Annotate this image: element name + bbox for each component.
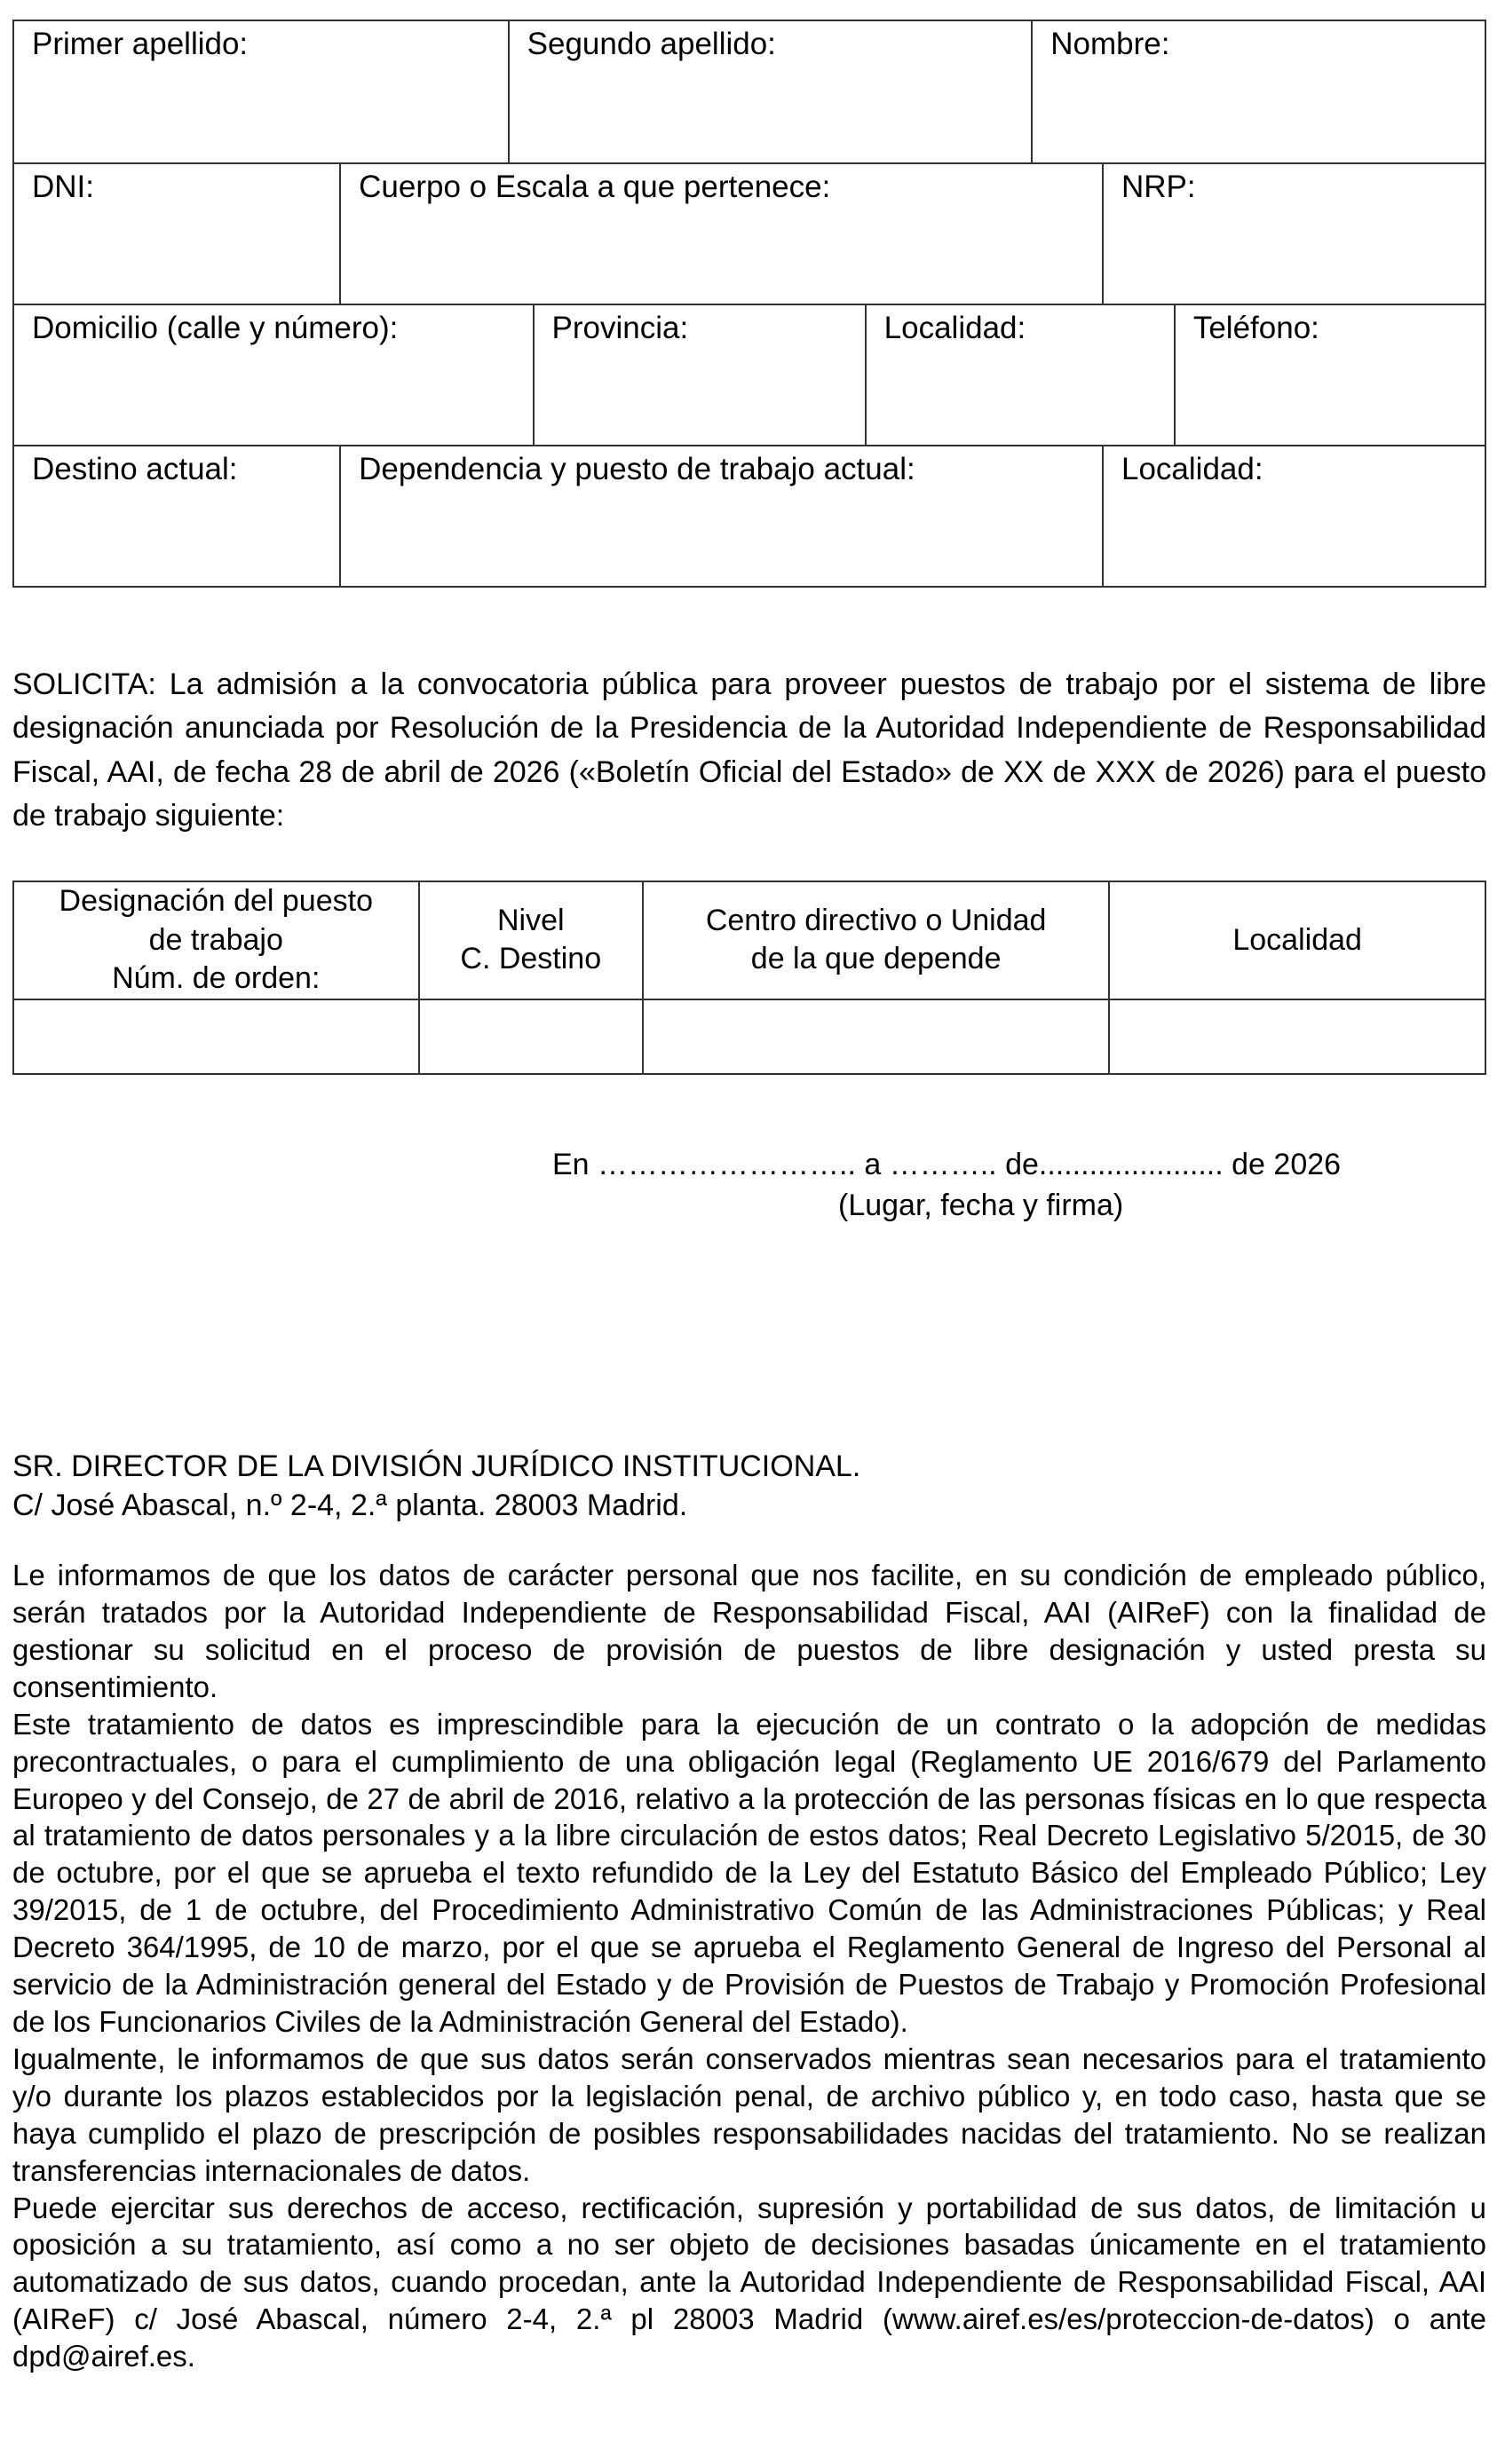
table-input-cell[interactable] (1109, 999, 1485, 1074)
form-field-label: Localidad: (883, 311, 1026, 345)
table-row (13, 999, 1485, 1074)
form-field-label: Segundo apellido: (527, 27, 776, 61)
form-field[interactable] (339, 446, 1102, 586)
form-field[interactable] (533, 305, 865, 445)
form-field-label: Primer apellido: (32, 27, 249, 61)
form-row (14, 304, 1485, 445)
form-field[interactable] (508, 21, 1032, 162)
form-field[interactable] (14, 21, 508, 162)
table-input-cell[interactable] (13, 999, 419, 1074)
form-row (14, 162, 1485, 304)
header-line: Centro directivo o Unidad (705, 903, 1047, 937)
personal-data-form (12, 20, 1486, 588)
table-header-cell (1109, 881, 1485, 999)
signature-block (552, 1146, 1486, 1225)
header-line: C. Destino (460, 942, 602, 976)
header-line: de trabajo (148, 922, 283, 957)
place-date-line: En …………………….. a ……….. de...................... de 2026 (552, 1147, 1342, 1181)
form-field-label: Provincia: (551, 311, 689, 345)
form-field-label: DNI: (32, 170, 94, 204)
solicita-paragraph: SOLICITA: La admisión a la convocatoria pública para proveer puestos de trabajo por el sistema de libre designación anunciada por Resolución de la Presidencia de la Autoridad Independiente de Responsabilidad Fiscal, AAI, de fecha 28 de abril de 2026 («Boletín Oficial del Estado» de XX de XXX de 2026) para el puesto de trabajo siguiente: (12, 667, 1486, 833)
header-line: Designación del puesto (59, 884, 373, 919)
position-table-header (13, 881, 1485, 999)
form-field[interactable] (1174, 305, 1485, 445)
form-row (14, 445, 1485, 586)
addressee-title: SR. DIRECTOR DE LA DIVISIÓN JURÍDICO INSTITUCIONAL. (12, 1449, 861, 1483)
form-field-label: Teléfono: (1192, 311, 1319, 345)
form-field-label: Nombre: (1050, 27, 1170, 61)
position-table (12, 881, 1486, 1075)
header-line: Localidad (1232, 922, 1362, 957)
form-field[interactable] (1102, 446, 1485, 586)
table-header-cell (13, 881, 419, 999)
position-table-body (13, 999, 1485, 1074)
privacy-paragraph: Este tratamiento de datos es imprescindible para la ejecución de un contrato o la adopción de medidas precontractuales, o para el cumplimiento de una obligación legal (Reglamento UE 2016/679 del Parlamento Europeo y del Consejo, de 27 de abril de 2016, relativo a la protección de las personas físicas en lo que respecta al tratamiento de datos personales y a la libre circulación de estos datos; Real Decreto Legislativo 5/2015, de 30 de octubre, por el que se aprueba el texto refundido de la Ley del Estatuto Básico del Empleado Público; Ley 39/2015, de 1 de octubre, del Procedimiento Administrativo Común de las Administraciones Públicas; y Real Decreto 364/1995, de 10 de marzo, por el que se aprueba el Reglamento General de Ingreso del Personal al servicio de la Administración general del Estado y de Provisión de Puestos de Trabajo y Promoción Profesional de los Funcionarios Civiles de la Administración General del Estado). (12, 1707, 1486, 2038)
table-input-cell[interactable] (643, 999, 1109, 1074)
signature-caption: (Lugar, fecha y firma) (838, 1189, 1124, 1223)
form-field[interactable] (14, 446, 339, 586)
form-field[interactable] (1031, 21, 1485, 162)
form-field[interactable] (14, 305, 533, 445)
table-input-cell[interactable] (419, 999, 644, 1074)
form-field[interactable] (865, 305, 1174, 445)
form-field-label: Localidad: (1121, 452, 1263, 486)
form-field-label: Cuerpo o Escala a que pertenece: (359, 170, 831, 204)
form-field-label: NRP: (1121, 170, 1196, 204)
form-field[interactable] (14, 164, 339, 304)
privacy-paragraph: Igualmente, le informamos de que sus datos serán conservados mientras sean necesarios para el tratamiento y/o durante los plazos establecidos por la legislación penal, de archivo público y, en todo caso, hasta que se haya cumplido el plazo de prescripción de posibles responsabilidades nacidas del tratamiento. No se realizan transferencias internacionales de datos. (12, 2041, 1486, 2187)
form-field[interactable] (1102, 164, 1485, 304)
form-field-label: Dependencia y puesto de trabajo actual: (359, 452, 915, 486)
table-header-cell (419, 881, 644, 999)
privacy-notice (12, 1557, 1486, 2375)
table-header-cell (643, 881, 1109, 999)
form-field-label: Destino actual: (32, 452, 238, 486)
privacy-paragraph: Puede ejercitar sus derechos de acceso, rectificación, supresión y portabilidad de sus datos, de limitación u oposición a su tratamiento, así como a no ser objeto de decisiones basadas únicamente en el tratamiento automatizado de sus datos, cuando procedan, ante la Autoridad Independiente de Responsabilidad Fiscal, AAI (AIReF) c/ José Abascal, número 2-4, 2.ª pl 28003 Madrid (www.airef.es/es/proteccion-de-datos) o ante dpd@airef.es. (12, 2191, 1486, 2373)
header-line: Núm. de orden: (112, 961, 321, 996)
addressee-block (12, 1447, 1486, 1525)
privacy-paragraph: Le informamos de que los datos de carácter personal que nos facilite, en su condición de empleado público, serán tratados por la Autoridad Independiente de Responsabilidad Fiscal, AAI (AIReF) con la finalidad de gestionar su solicitud en el proceso de provisión de puestos de libre designación y usted presta su consentimiento. (12, 1559, 1486, 1703)
document-page (12, 20, 1486, 2375)
addressee-address: C/ José Abascal, n.º 2-4, 2.ª planta. 28003 Madrid. (12, 1488, 688, 1522)
form-field[interactable] (339, 164, 1102, 304)
header-line: de la que depende (750, 942, 1002, 976)
header-line: Nivel (496, 903, 565, 937)
form-field-label: Domicilio (calle y número): (32, 311, 399, 345)
form-row (14, 21, 1485, 162)
